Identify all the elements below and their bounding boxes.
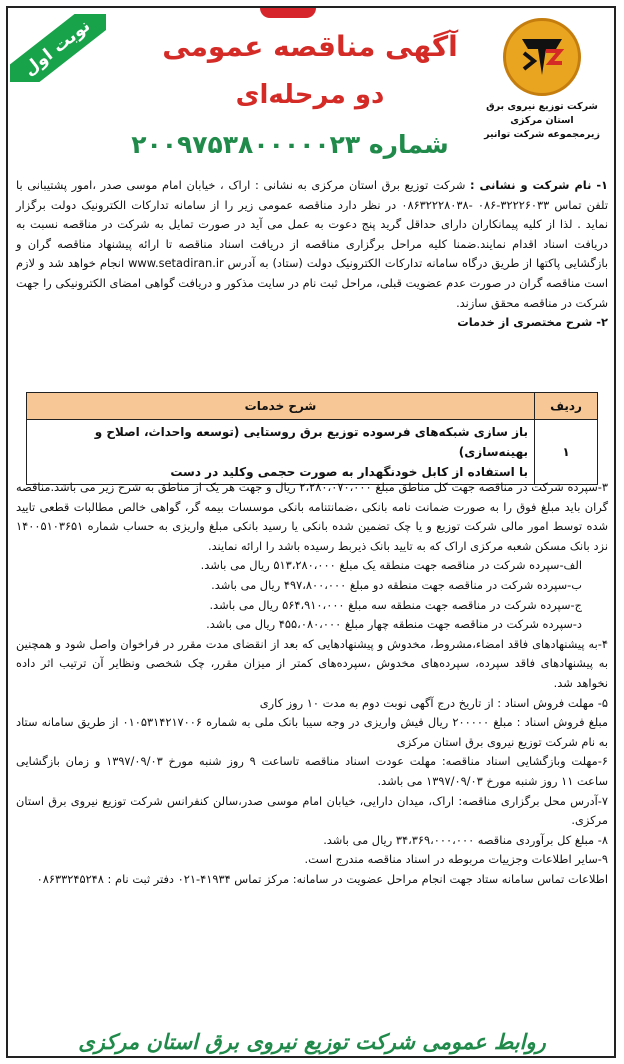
service-description-cell: [27, 420, 535, 485]
tender-number: شماره ۲۰۰۹۷۵۳۸۰۰۰۰۰۲۳: [131, 130, 449, 159]
section1-heading: ۱- نام شرکت و نشانی :: [470, 178, 608, 192]
ad-subtitle: دو مرحله‌ای: [235, 80, 385, 110]
company-name-line1: شرکت توزیع نیروی برق استان مرکزی: [486, 101, 598, 126]
round-badge-label: نوبت اول: [10, 14, 106, 82]
section9-text: ۹-سایر اطلاعات وجزییات مربوطه در اسناد مناقصه مندرج است.: [304, 852, 608, 867]
contact-info: اطلاعات تماس سامانه ستاد جهت انجام مراحل عضویت در سامانه: مرکز تماس ۴۱۹۳۴-۰۲۱ دفتر ثبت نام : ۰۸۶۳۳۲۴۵۲۴۸: [36, 871, 608, 886]
row-number-cell: ۱: [535, 420, 598, 485]
column-header-row-number: ردیف: [535, 393, 598, 420]
section8-text: ۸- مبلغ کل برآوردی مناقصه ۳۴،۳۶۹،۰۰۰،۰۰۰ ریال می باشد.: [323, 832, 608, 847]
service-description-line2: با استفاده از کابل خودنگهدار به صورت حجمی وکلید در دست: [170, 465, 528, 479]
company-name-line2: زیرمجموعه شرکت توانیر: [484, 129, 600, 140]
company-logo-block: [478, 18, 606, 142]
service-description-line1: باز سازی شبکه‌های فرسوده توزیع برق روستایی (توسعه واحداث، اصلاح و بهینه‌سازی): [94, 425, 528, 459]
section5-price: مبلغ فروش اسناد : مبلغ ۲۰۰۰۰۰ ریال فیش واریزی در وجه سیبا بانک ملی به شماره ۰۱۰۵۳۱۴۲۱۷۰۰۶ از طریق سامانه ستاد به نام شرکت توزیع نیروی برق استان مرکزی: [16, 715, 609, 749]
table-row: [27, 420, 598, 485]
tender-conditions: [16, 478, 608, 889]
table-header-row: [27, 393, 598, 420]
section3-text: ۳-سپرده شرکت در مناقصه جهت کل مناطق مبلغ ۲،۲۸۰،۰۷۰،۰۰۰ ریال و جهت هر یک از مناطق به شرح زیر می باشد.مناقصه گران باید مبلغ فوق را به صورت ضمانت نامه بانکی ،ضمانتنامه بانکی موسسات بیمه گر، گواهی خالص مطالبات قطعی تایید شده توسط امور مالی شرکت توزیع و یا چک تضمین شده بانکی یا رسید بانکی مبلغ واریزی به حساب شماره ۱۴۰۰۵۱۰۳۶۵۱ نزد بانک مسکن شعبه مرکزی اراک که به تایید بانک ذیربط رسیده باشد را ارائه نمایند.: [16, 480, 608, 553]
round-badge: [10, 14, 106, 82]
section6-text: ۶-مهلت وبازگشایی اسناد مناقصه: مهلت عودت اسناد مناقصه تاساعت ۹ روز شنبه مورخ ۱۳۹۷/۰۹/۰۳ و زمان بازگشایی ساعت ۱۱ روز شنبه مورخ ۱۳۹۷/۰۹/۰۳ می باشد.: [16, 754, 608, 788]
section7-text: ۷-آدرس محل برگزاری مناقصه: اراک، میدان دارایی، خیابان امام موسی صدر،سالن کنفرانس شرکت توزیع نیروی برق استان مرکزی.: [16, 793, 608, 828]
footer-signature: روابط عمومی شرکت توزیع نیروی برق استان مرکزی: [78, 1030, 546, 1054]
section-company-info: [16, 176, 608, 333]
section4-text: ۴-به پیشنهادهای فاقد امضاء،مشروط، مخدوش و پیشنهادهایی که بعد از انقضای مدت مقرر در فراخوان واصل شود و همچنین به پیشنهادهای فاقد سپرده، سپرده‌های مخدوش ،سپرده‌های کمتر از میزان مقرر، چک شخصی ونظایر آن ترتیب اثر داده نخواهد شد.: [16, 636, 608, 690]
section1-text: شرکت توزیع برق استان مرکزی به نشانی : اراک ، خیابان امام موسی صدر ،امور پشتیبانی با تلفن تماس ۳۲۲۲۶۰۳۳-۰۸۶ -۰۸۶۳۲۲۲۸۰۳۸ در نظر دارد مناقصه عمومی زیر را از سامانه تدارکات الکترونیک دولت برگزار نماید . لذا از کلیه پیمانکاران دارای حداقل گرید پنج دعوت به عمل می آید در صورت تمایل به شرکت در مناقصه نسبت به دریافت اسناد اقدام نمایند.ضمنا کلیه مراحل برگزاری مناقصه از دریافت اسناد مناقصه تا ارائه پیشنهاد مناقصه گران و بازگشایی پاکتها از طریق درگاه سامانه تدارکات الکترونیک دولت (ستاد) به آدرس www.setadiran.ir انجام خواهد شد و لازم است مناقصه گران در صورت عدم عضویت قبلی، مراحل ثبت نام در سایت مذکور و دریافت گواهی امضای الکترونیکی را جهت شرکت در مناقصه محقق سازند.: [16, 178, 608, 310]
ad-title: آگهی مناقصه عمومی: [162, 30, 458, 63]
deposit-item-a: الف-سپرده شرکت در مناقصه جهت منطقه یک مبلغ ۵۱۳،۲۸۰،۰۰۰ ریال می باشد.: [200, 558, 582, 573]
company-logo: [503, 18, 581, 96]
company-name: [478, 100, 606, 142]
deposit-item-d: د-سپرده شرکت در مناقصه جهت منطقه چهار مبلغ ۴۵۵،۰۸۰،۰۰۰ ریال می باشد.: [206, 617, 582, 632]
decorative-tab: [260, 8, 316, 18]
deposit-item-c: ج-سپرده شرکت در مناقصه جهت منطقه سه مبلغ ۵۶۴،۹۱۰،۰۰۰ ریال می باشد.: [209, 597, 582, 612]
section2-heading: ۲- شرح مختصری از خدمات: [457, 315, 608, 330]
lightning-logo-icon: [516, 31, 568, 83]
column-header-description: شرح خدمات: [27, 393, 535, 420]
deposit-item-b: ب-سپرده شرکت در مناقصه جهت منطقه دو مبلغ ۴۹۷،۸۰۰،۰۰۰ ریال می باشد.: [211, 577, 582, 592]
services-table: [26, 392, 598, 485]
section5-deadline: ۵- مهلت فروش اسناد : از تاریخ درج آگهی نوبت دوم به مدت ۱۰ روز کاری: [259, 695, 608, 710]
